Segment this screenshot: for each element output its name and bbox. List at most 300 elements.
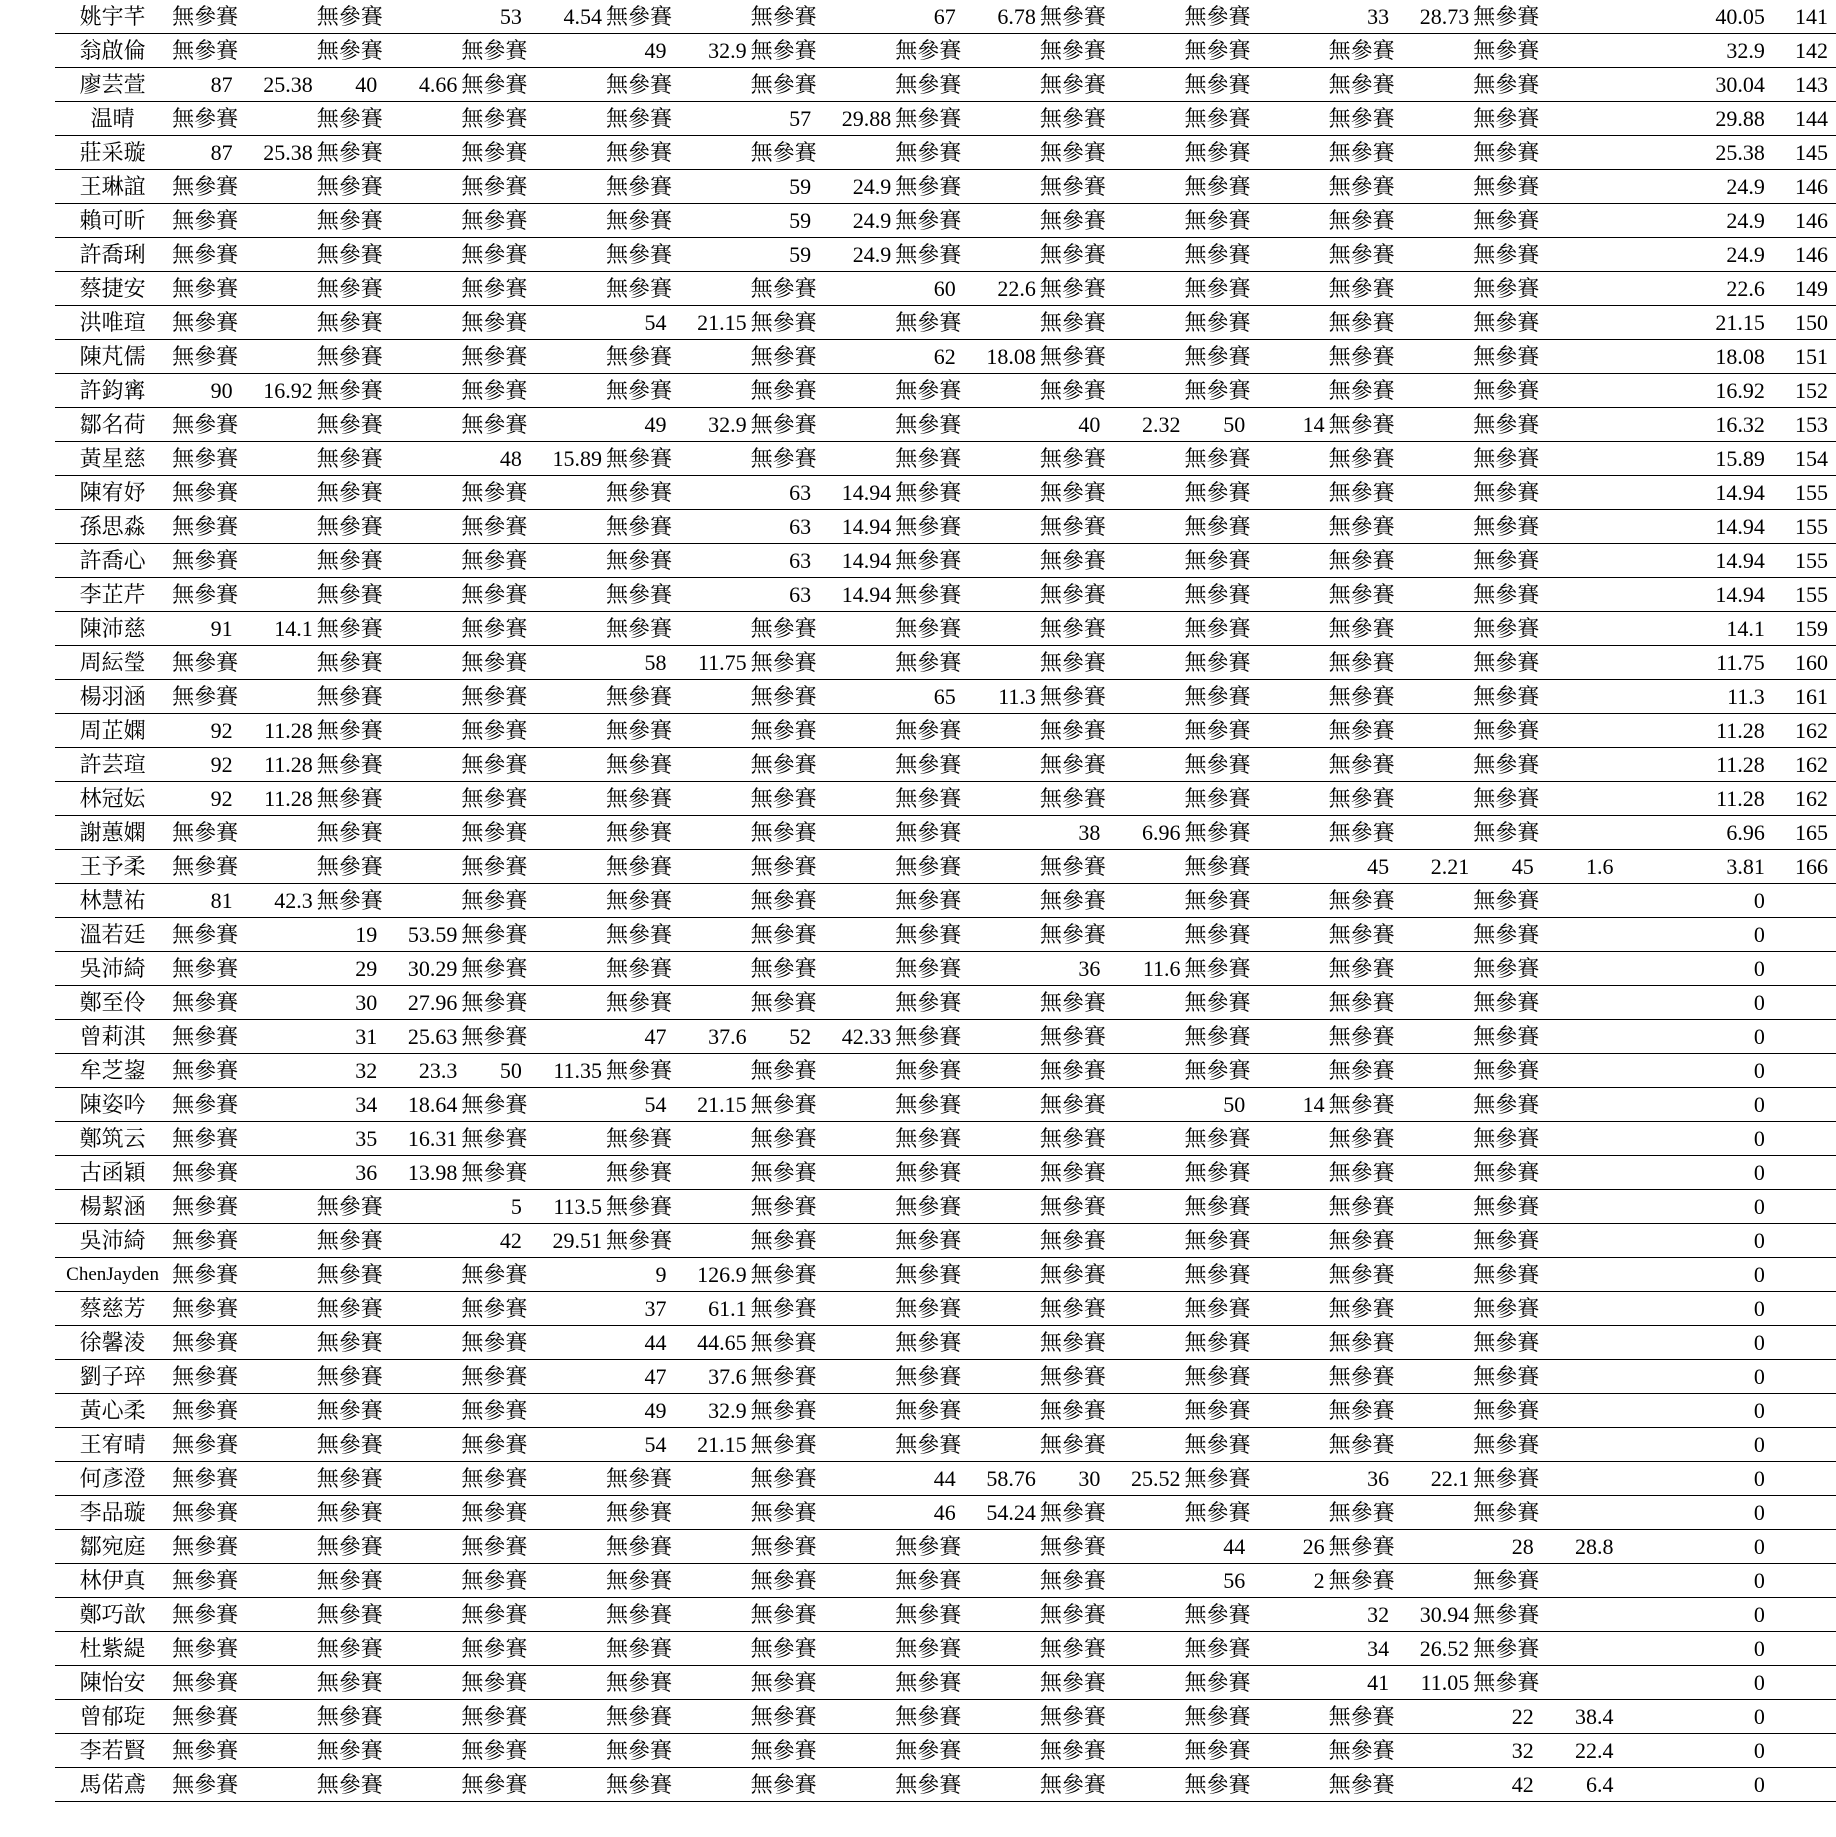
event-points: 44.65 <box>675 1326 749 1360</box>
no-entry-cell: 無參賽 <box>1038 986 1183 1020</box>
athlete-name: 鄒名荷 <box>55 408 170 442</box>
no-entry-cell: 無參賽 <box>459 1326 604 1360</box>
no-entry-cell: 無參賽 <box>170 1190 315 1224</box>
no-entry-cell: 無參賽 <box>1183 1054 1327 1088</box>
total-points: 16.32 <box>1616 408 1767 442</box>
total-points: 24.9 <box>1616 204 1767 238</box>
event-placing: 50 <box>1183 1088 1254 1122</box>
no-entry-cell: 無參賽 <box>1327 340 1472 374</box>
total-points: 14.94 <box>1616 578 1767 612</box>
no-entry-cell: 無參賽 <box>315 170 460 204</box>
table-row <box>55 816 1836 850</box>
table-row <box>55 136 1836 170</box>
total-points: 32.9 <box>1616 34 1767 68</box>
total-points: 0 <box>1616 986 1767 1020</box>
no-entry-cell: 無參賽 <box>315 612 460 646</box>
no-entry-cell: 無參賽 <box>1038 340 1183 374</box>
no-entry-cell: 無參賽 <box>1471 1224 1615 1258</box>
event-points: 6.78 <box>964 0 1038 34</box>
no-entry-cell: 無參賽 <box>893 1564 1038 1598</box>
event-points: 22.4 <box>1542 1734 1616 1768</box>
no-entry-cell: 無參賽 <box>1183 1360 1327 1394</box>
rank <box>1767 1530 1836 1564</box>
no-entry-cell: 無參賽 <box>1038 1394 1183 1428</box>
no-entry-cell: 無參賽 <box>1327 1734 1472 1768</box>
event-placing: 54 <box>604 306 674 340</box>
table-row <box>55 986 1836 1020</box>
no-entry-cell: 無參賽 <box>1471 1156 1615 1190</box>
total-points: 0 <box>1616 1088 1767 1122</box>
no-entry-cell: 無參賽 <box>1471 1292 1615 1326</box>
no-entry-cell: 無參賽 <box>170 1598 315 1632</box>
table-row <box>55 1020 1836 1054</box>
no-entry-cell: 無參賽 <box>1327 408 1472 442</box>
total-points: 0 <box>1616 1360 1767 1394</box>
no-entry-cell: 無參賽 <box>1327 1360 1472 1394</box>
no-entry-cell: 無參賽 <box>170 1360 315 1394</box>
no-entry-cell: 無參賽 <box>749 1156 894 1190</box>
no-entry-cell: 無參賽 <box>1471 1326 1615 1360</box>
table-row <box>55 510 1836 544</box>
no-entry-cell: 無參賽 <box>893 1020 1038 1054</box>
total-points: 24.9 <box>1616 238 1767 272</box>
table-row <box>55 442 1836 476</box>
event-points: 26 <box>1253 1530 1326 1564</box>
total-points: 0 <box>1616 1768 1767 1802</box>
table-row <box>55 340 1836 374</box>
total-points: 22.6 <box>1616 272 1767 306</box>
no-entry-cell: 無參賽 <box>893 1190 1038 1224</box>
no-entry-cell: 無參賽 <box>604 1496 749 1530</box>
rank: 141 <box>1767 0 1836 34</box>
rank: 155 <box>1767 544 1836 578</box>
no-entry-cell: 無參賽 <box>170 680 315 714</box>
no-entry-cell: 無參賽 <box>1183 340 1327 374</box>
no-entry-cell: 無參賽 <box>170 238 315 272</box>
no-entry-cell: 無參賽 <box>1038 34 1183 68</box>
no-entry-cell: 無參賽 <box>604 340 749 374</box>
no-entry-cell: 無參賽 <box>1183 816 1327 850</box>
no-entry-cell: 無參賽 <box>1038 306 1183 340</box>
no-entry-cell: 無參賽 <box>604 510 749 544</box>
no-entry-cell: 無參賽 <box>459 544 604 578</box>
no-entry-cell: 無參賽 <box>315 1530 460 1564</box>
no-entry-cell: 無參賽 <box>170 1496 315 1530</box>
event-placing: 59 <box>749 170 819 204</box>
no-entry-cell: 無參賽 <box>1327 510 1472 544</box>
no-entry-cell: 無參賽 <box>1471 306 1615 340</box>
no-entry-cell: 無參賽 <box>1183 510 1327 544</box>
no-entry-cell: 無參賽 <box>170 170 315 204</box>
no-entry-cell: 無參賽 <box>749 1666 894 1700</box>
no-entry-cell: 無參賽 <box>170 476 315 510</box>
total-points: 6.96 <box>1616 816 1767 850</box>
event-placing: 45 <box>1471 850 1541 884</box>
event-points: 54.24 <box>964 1496 1038 1530</box>
no-entry-cell: 無參賽 <box>170 1054 315 1088</box>
event-points: 6.4 <box>1542 1768 1616 1802</box>
table-row <box>55 272 1836 306</box>
no-entry-cell: 無參賽 <box>1038 1360 1183 1394</box>
rank <box>1767 1428 1836 1462</box>
no-entry-cell: 無參賽 <box>749 918 894 952</box>
event-placing: 52 <box>749 1020 819 1054</box>
no-entry-cell: 無參賽 <box>749 1360 894 1394</box>
event-placing: 87 <box>170 68 240 102</box>
event-placing: 41 <box>1327 1666 1397 1700</box>
no-entry-cell: 無參賽 <box>459 612 604 646</box>
event-placing: 47 <box>604 1020 674 1054</box>
rank: 145 <box>1767 136 1836 170</box>
table-row <box>55 1224 1836 1258</box>
total-points: 11.75 <box>1616 646 1767 680</box>
event-points: 26.52 <box>1397 1632 1471 1666</box>
event-points: 24.9 <box>819 170 893 204</box>
no-entry-cell: 無參賽 <box>893 714 1038 748</box>
rank: 143 <box>1767 68 1836 102</box>
event-placing: 59 <box>749 204 819 238</box>
event-points: 28.73 <box>1397 0 1471 34</box>
table-row <box>55 68 1836 102</box>
event-placing: 50 <box>1183 408 1254 442</box>
athlete-name: 蔡捷安 <box>55 272 170 306</box>
no-entry-cell: 無參賽 <box>170 0 315 34</box>
no-entry-cell: 無參賽 <box>893 374 1038 408</box>
no-entry-cell: 無參賽 <box>1183 1394 1327 1428</box>
table-row <box>55 170 1836 204</box>
no-entry-cell: 無參賽 <box>1471 1462 1615 1496</box>
table-row <box>55 1598 1836 1632</box>
no-entry-cell: 無參賽 <box>170 1530 315 1564</box>
no-entry-cell: 無參賽 <box>604 680 749 714</box>
no-entry-cell: 無參賽 <box>315 1190 460 1224</box>
event-points: 18.64 <box>385 1088 459 1122</box>
no-entry-cell: 無參賽 <box>893 918 1038 952</box>
rank <box>1767 1768 1836 1802</box>
total-points: 14.1 <box>1616 612 1767 646</box>
no-entry-cell: 無參賽 <box>1183 272 1327 306</box>
no-entry-cell: 無參賽 <box>459 1700 604 1734</box>
rank: 152 <box>1767 374 1836 408</box>
event-points: 21.15 <box>675 306 749 340</box>
rank <box>1767 1734 1836 1768</box>
rank <box>1767 1564 1836 1598</box>
event-placing: 92 <box>170 748 240 782</box>
no-entry-cell: 無參賽 <box>459 918 604 952</box>
no-entry-cell: 無參賽 <box>1183 1462 1327 1496</box>
athlete-name: 周紜瑩 <box>55 646 170 680</box>
no-entry-cell: 無參賽 <box>1038 1292 1183 1326</box>
athlete-name: 陳姿吟 <box>55 1088 170 1122</box>
no-entry-cell: 無參賽 <box>1038 170 1183 204</box>
no-entry-cell: 無參賽 <box>459 884 604 918</box>
no-entry-cell: 無參賽 <box>604 952 749 986</box>
no-entry-cell: 無參賽 <box>1327 306 1472 340</box>
no-entry-cell: 無參賽 <box>1183 1666 1327 1700</box>
event-points: 4.54 <box>530 0 604 34</box>
no-entry-cell: 無參賽 <box>893 578 1038 612</box>
table-row <box>55 1462 1836 1496</box>
rank: 159 <box>1767 612 1836 646</box>
no-entry-cell: 無參賽 <box>1471 816 1615 850</box>
no-entry-cell: 無參賽 <box>893 238 1038 272</box>
no-entry-cell: 無參賽 <box>893 1394 1038 1428</box>
rank <box>1767 986 1836 1020</box>
no-entry-cell: 無參賽 <box>1327 578 1472 612</box>
athlete-name: 廖芸萱 <box>55 68 170 102</box>
no-entry-cell: 無參賽 <box>1471 1088 1615 1122</box>
no-entry-cell: 無參賽 <box>893 748 1038 782</box>
no-entry-cell: 無參賽 <box>1038 1054 1183 1088</box>
no-entry-cell: 無參賽 <box>749 1564 894 1598</box>
no-entry-cell: 無參賽 <box>1183 1020 1327 1054</box>
no-entry-cell: 無參賽 <box>604 1734 749 1768</box>
event-placing: 54 <box>604 1088 674 1122</box>
no-entry-cell: 無參賽 <box>1327 1054 1472 1088</box>
no-entry-cell: 無參賽 <box>315 1258 460 1292</box>
no-entry-cell: 無參賽 <box>749 952 894 986</box>
no-entry-cell: 無參賽 <box>459 646 604 680</box>
no-entry-cell: 無參賽 <box>1183 1496 1327 1530</box>
event-placing: 38 <box>1038 816 1108 850</box>
no-entry-cell: 無參賽 <box>893 408 1038 442</box>
no-entry-cell: 無參賽 <box>1327 1326 1472 1360</box>
athlete-name: 翁啟倫 <box>55 34 170 68</box>
no-entry-cell: 無參賽 <box>459 238 604 272</box>
no-entry-cell: 無參賽 <box>1471 510 1615 544</box>
event-placing: 28 <box>1471 1530 1541 1564</box>
athlete-name: 楊羽涵 <box>55 680 170 714</box>
event-placing: 34 <box>315 1088 385 1122</box>
athlete-name: 鄭筑云 <box>55 1122 170 1156</box>
no-entry-cell: 無參賽 <box>1183 170 1327 204</box>
no-entry-cell: 無參賽 <box>1471 646 1615 680</box>
rank: 154 <box>1767 442 1836 476</box>
no-entry-cell: 無參賽 <box>749 748 894 782</box>
no-entry-cell: 無參賽 <box>315 442 460 476</box>
no-entry-cell: 無參賽 <box>1038 136 1183 170</box>
no-entry-cell: 無參賽 <box>1038 1768 1183 1802</box>
rank: 161 <box>1767 680 1836 714</box>
no-entry-cell: 無參賽 <box>315 1360 460 1394</box>
rank <box>1767 1054 1836 1088</box>
no-entry-cell: 無參賽 <box>1038 204 1183 238</box>
no-entry-cell: 無參賽 <box>893 1598 1038 1632</box>
no-entry-cell: 無參賽 <box>604 1530 749 1564</box>
event-points: 42.3 <box>241 884 315 918</box>
event-points: 14.94 <box>819 544 893 578</box>
total-points: 0 <box>1616 1428 1767 1462</box>
results-table <box>55 0 1836 1802</box>
no-entry-cell: 無參賽 <box>1038 476 1183 510</box>
no-entry-cell: 無參賽 <box>893 1156 1038 1190</box>
event-placing: 30 <box>315 986 385 1020</box>
no-entry-cell: 無參賽 <box>893 1360 1038 1394</box>
event-points: 30.94 <box>1397 1598 1471 1632</box>
no-entry-cell: 無參賽 <box>315 646 460 680</box>
total-points: 16.92 <box>1616 374 1767 408</box>
no-entry-cell: 無參賽 <box>604 204 749 238</box>
no-entry-cell: 無參賽 <box>893 646 1038 680</box>
no-entry-cell: 無參賽 <box>170 918 315 952</box>
no-entry-cell: 無參賽 <box>170 646 315 680</box>
no-entry-cell: 無參賽 <box>1327 612 1472 646</box>
total-points: 0 <box>1616 1326 1767 1360</box>
no-entry-cell: 無參賽 <box>315 408 460 442</box>
rank <box>1767 1292 1836 1326</box>
no-entry-cell: 無參賽 <box>1038 1530 1183 1564</box>
table-row <box>55 1088 1836 1122</box>
event-placing: 34 <box>1327 1632 1397 1666</box>
no-entry-cell: 無參賽 <box>315 476 460 510</box>
no-entry-cell: 無參賽 <box>459 34 604 68</box>
no-entry-cell: 無參賽 <box>1471 340 1615 374</box>
no-entry-cell: 無參賽 <box>893 1768 1038 1802</box>
no-entry-cell: 無參賽 <box>459 272 604 306</box>
no-entry-cell: 無參賽 <box>459 1598 604 1632</box>
event-placing: 65 <box>893 680 963 714</box>
athlete-name: 林慧祐 <box>55 884 170 918</box>
event-points: 2.21 <box>1397 850 1471 884</box>
table-row <box>55 1768 1836 1802</box>
no-entry-cell: 無參賽 <box>749 374 894 408</box>
event-points: 11.75 <box>675 646 749 680</box>
no-entry-cell: 無參賽 <box>315 1462 460 1496</box>
table-row <box>55 1258 1836 1292</box>
no-entry-cell: 無參賽 <box>749 34 894 68</box>
no-entry-cell: 無參賽 <box>1471 136 1615 170</box>
athlete-name: 黃心柔 <box>55 1394 170 1428</box>
event-placing: 44 <box>1183 1530 1254 1564</box>
event-points: 16.92 <box>241 374 315 408</box>
no-entry-cell: 無參賽 <box>749 612 894 646</box>
athlete-name: 陳怡安 <box>55 1666 170 1700</box>
event-placing: 35 <box>315 1122 385 1156</box>
athlete-name: 溫若廷 <box>55 918 170 952</box>
no-entry-cell: 無參賽 <box>604 748 749 782</box>
event-points: 37.6 <box>675 1020 749 1054</box>
no-entry-cell: 無參賽 <box>749 680 894 714</box>
rank <box>1767 1156 1836 1190</box>
no-entry-cell: 無參賽 <box>1038 1496 1183 1530</box>
no-entry-cell: 無參賽 <box>315 1564 460 1598</box>
no-entry-cell: 無參賽 <box>315 1394 460 1428</box>
no-entry-cell: 無參賽 <box>604 986 749 1020</box>
no-entry-cell: 無參賽 <box>749 0 894 34</box>
no-entry-cell: 無參賽 <box>1471 476 1615 510</box>
event-points: 21.15 <box>675 1428 749 1462</box>
event-placing: 40 <box>1038 408 1108 442</box>
no-entry-cell: 無參賽 <box>604 918 749 952</box>
no-entry-cell: 無參賽 <box>893 1054 1038 1088</box>
no-entry-cell: 無參賽 <box>459 1632 604 1666</box>
no-entry-cell: 無參賽 <box>1038 748 1183 782</box>
no-entry-cell: 無參賽 <box>170 204 315 238</box>
no-entry-cell: 無參賽 <box>170 850 315 884</box>
no-entry-cell: 無參賽 <box>1183 1632 1327 1666</box>
rank: 155 <box>1767 476 1836 510</box>
athlete-name: 何彥澄 <box>55 1462 170 1496</box>
event-points: 126.9 <box>675 1258 749 1292</box>
rank <box>1767 1700 1836 1734</box>
athlete-name: 鄭至伶 <box>55 986 170 1020</box>
no-entry-cell: 無參賽 <box>749 816 894 850</box>
no-entry-cell: 無參賽 <box>1327 136 1472 170</box>
rank: 155 <box>1767 578 1836 612</box>
no-entry-cell: 無參賽 <box>1471 1190 1615 1224</box>
rank <box>1767 1122 1836 1156</box>
no-entry-cell: 無參賽 <box>749 1326 894 1360</box>
rank <box>1767 1224 1836 1258</box>
event-points: 37.6 <box>675 1360 749 1394</box>
no-entry-cell: 無參賽 <box>749 306 894 340</box>
no-entry-cell: 無參賽 <box>459 578 604 612</box>
total-points: 30.04 <box>1616 68 1767 102</box>
no-entry-cell: 無參賽 <box>1471 1428 1615 1462</box>
no-entry-cell: 無參賽 <box>170 1734 315 1768</box>
event-placing: 33 <box>1327 0 1397 34</box>
no-entry-cell: 無參賽 <box>893 782 1038 816</box>
event-placing: 22 <box>1471 1700 1541 1734</box>
event-placing: 37 <box>604 1292 674 1326</box>
no-entry-cell: 無參賽 <box>1327 748 1472 782</box>
no-entry-cell: 無參賽 <box>893 884 1038 918</box>
rank <box>1767 1190 1836 1224</box>
no-entry-cell: 無參賽 <box>1038 1632 1183 1666</box>
no-entry-cell: 無參賽 <box>1471 952 1615 986</box>
event-placing: 59 <box>749 238 819 272</box>
no-entry-cell: 無參賽 <box>170 578 315 612</box>
no-entry-cell: 無參賽 <box>459 306 604 340</box>
event-placing: 60 <box>893 272 963 306</box>
no-entry-cell: 無參賽 <box>749 714 894 748</box>
event-placing: 81 <box>170 884 240 918</box>
event-points: 38.4 <box>1542 1700 1616 1734</box>
no-entry-cell: 無參賽 <box>1183 204 1327 238</box>
no-entry-cell: 無參賽 <box>893 850 1038 884</box>
no-entry-cell: 無參賽 <box>749 986 894 1020</box>
no-entry-cell: 無參賽 <box>1038 680 1183 714</box>
athlete-name: 馬偌鳶 <box>55 1768 170 1802</box>
event-points: 11.28 <box>241 748 315 782</box>
table-row <box>55 0 1836 34</box>
no-entry-cell: 無參賽 <box>749 884 894 918</box>
event-points: 28.8 <box>1542 1530 1616 1564</box>
total-points: 0 <box>1616 1530 1767 1564</box>
no-entry-cell: 無參賽 <box>1038 238 1183 272</box>
total-points: 0 <box>1616 1564 1767 1598</box>
no-entry-cell: 無參賽 <box>459 986 604 1020</box>
no-entry-cell: 無參賽 <box>749 1496 894 1530</box>
event-points: 25.38 <box>241 68 315 102</box>
no-entry-cell: 無參賽 <box>893 1088 1038 1122</box>
table-row <box>55 544 1836 578</box>
no-entry-cell: 無參賽 <box>315 1768 460 1802</box>
event-points: 13.98 <box>385 1156 459 1190</box>
no-entry-cell: 無參賽 <box>749 1088 894 1122</box>
no-entry-cell: 無參賽 <box>1327 204 1472 238</box>
event-points: 14.94 <box>819 476 893 510</box>
event-points: 32.9 <box>675 408 749 442</box>
no-entry-cell: 無參賽 <box>1183 1292 1327 1326</box>
no-entry-cell: 無參賽 <box>315 374 460 408</box>
no-entry-cell: 無參賽 <box>893 510 1038 544</box>
no-entry-cell: 無參賽 <box>604 612 749 646</box>
no-entry-cell: 無參賽 <box>893 476 1038 510</box>
no-entry-cell: 無參賽 <box>315 1428 460 1462</box>
no-entry-cell: 無參賽 <box>459 1768 604 1802</box>
no-entry-cell: 無參賽 <box>170 1258 315 1292</box>
